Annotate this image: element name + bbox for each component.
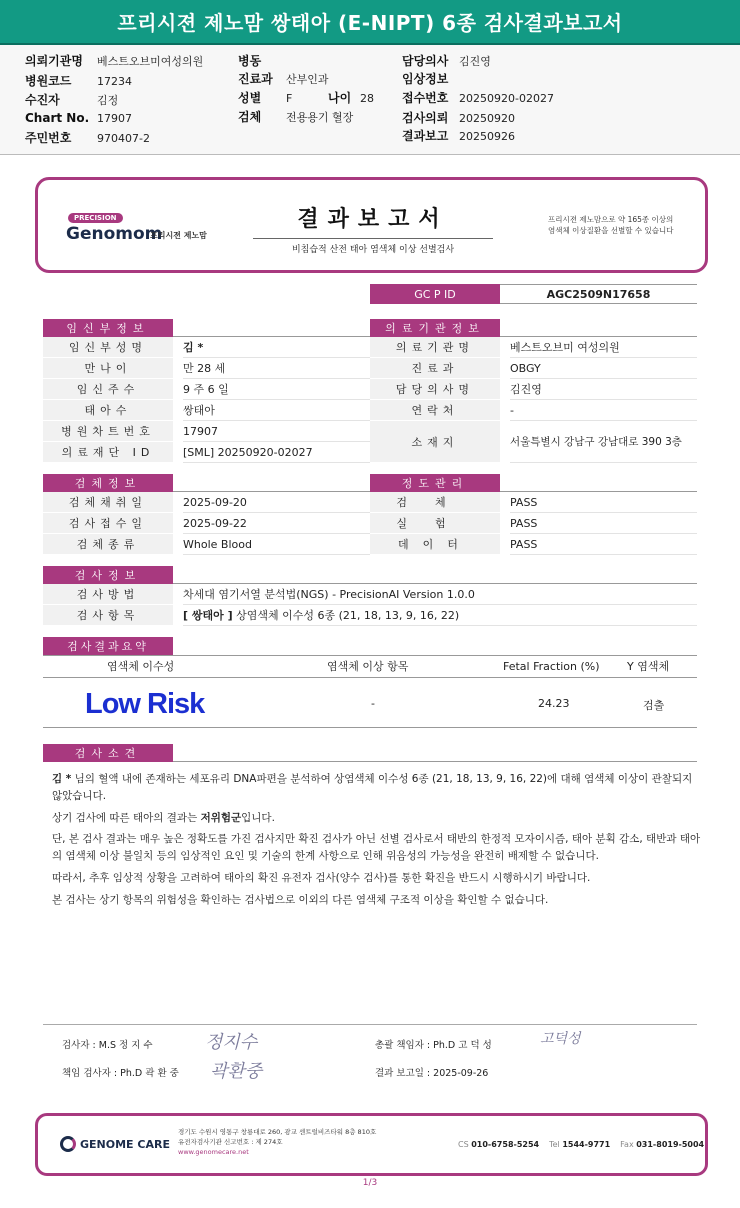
collector-field	[25, 91, 118, 108]
precision-badge: PRECISION	[68, 213, 123, 223]
id-field	[25, 129, 150, 146]
pregnant-info-header: 임신부정보	[43, 319, 173, 337]
director-label: 총괄 책임자 : Ph.D 고 덕 성	[375, 1040, 492, 1051]
row-value: 9 주 6 일	[183, 379, 370, 400]
responsible-tester-label: 책임 검사자 : Ph.D 곽 환 중	[62, 1068, 179, 1079]
report-banner	[35, 177, 708, 273]
row-value: Whole Blood	[183, 534, 370, 555]
row-label: 임신주수	[43, 379, 173, 400]
report-date-label: 결과 보고일 : 2025-09-26	[375, 1068, 489, 1079]
row-label: 임신부성명	[43, 337, 173, 358]
chart-label: Chart No.	[25, 111, 90, 125]
row-value: PASS	[510, 492, 697, 513]
cs-number: 010-6758-5254	[471, 1140, 540, 1149]
summary-col-aneuploidy: 염색체 이수성	[107, 660, 175, 673]
section-divider	[173, 761, 697, 762]
sex-label: 성별	[238, 91, 262, 105]
specimen-info-header: 검체정보	[43, 474, 173, 492]
dept-value: 산부인과	[286, 73, 329, 86]
section-divider	[43, 727, 697, 728]
row-label: 만나이	[43, 358, 173, 379]
genomom-logo: Genomom	[66, 224, 163, 244]
findings-p2-post: 입니다.	[241, 811, 275, 824]
institution-info-header: 의료기관정보	[370, 319, 500, 337]
hospital-label: 의뢰기관명	[25, 54, 83, 68]
row-value: 김 *	[183, 337, 370, 358]
code-label: 병원코드	[25, 74, 72, 88]
row-value: PASS	[510, 513, 697, 534]
banner-description	[548, 214, 698, 237]
tester-label: 검사자 : M.S 정 지 수	[62, 1040, 153, 1051]
id-value: 970407-2	[97, 132, 150, 145]
collector-label: 수진자	[25, 93, 60, 107]
row-value: 서울특별시 강남구 강남대로 390 3층	[510, 421, 697, 463]
doctor-value: 김진영	[459, 55, 491, 68]
cs-contact	[458, 1140, 539, 1149]
row-label: 태아수	[43, 400, 173, 421]
gcp-id-value: AGC2509N17658	[500, 284, 697, 304]
receipt-value: 20250920-02027	[459, 92, 554, 105]
dept-label: 진료과	[238, 72, 273, 86]
findings-para: 본 검사는 상기 항목의 위험성을 확인하는 검사법으로 이외의 다른 염색체 구조적 이상을 확인할 수 없습니다.	[52, 893, 549, 906]
summary-col-y-chromosome: Y 염색체	[627, 660, 670, 673]
receipt-field	[402, 89, 554, 106]
row-label: 검사접수일	[43, 513, 173, 534]
findings-header: 검사소견	[43, 744, 173, 762]
findings-para	[52, 810, 702, 827]
footer-box	[35, 1113, 708, 1176]
sex-value: F	[286, 92, 293, 105]
request-field	[402, 109, 515, 126]
findings-para	[52, 771, 702, 805]
fax-contact	[620, 1140, 704, 1149]
director-signature: 고덕성	[540, 1031, 581, 1047]
ward-label: 병동	[238, 54, 262, 68]
test-info-header: 검사정보	[43, 566, 173, 584]
hospital-field	[25, 52, 203, 69]
receipt-label: 접수번호	[402, 91, 449, 105]
row-label: 진료과	[370, 358, 500, 379]
findings-para: 단, 본 검사 결과는 매우 높은 정확도를 가진 검사지만 확진 검사가 아닌 선별 검사로서 태반의 한정적 모자이시즘, 태아 분획 감소, 태반과 태아의 염색체 이상 불일치 등의 임상적인 요인 및 기술의 한계 사항으로 인해 위음성의 가능성을 완전히 배제할 수 없습니다.	[52, 833, 701, 863]
row-label: 검체	[370, 492, 500, 513]
genome-care-logo	[60, 1136, 170, 1152]
summary-col-abnormal: 염색체 이상 항목	[327, 660, 409, 673]
row-value: 베스트오브미 여성의원	[510, 337, 697, 358]
report-title: 프리시젼 제노맘 쌍태아 (E-NIPT) 6종 검사결과보고서	[0, 0, 740, 45]
chart-value: 17907	[97, 112, 132, 125]
code-field	[25, 72, 132, 89]
findings-text	[52, 771, 702, 914]
id-label: 주민번호	[25, 131, 72, 145]
signature-divider	[43, 1024, 697, 1025]
low-risk-result: Low Risk	[85, 688, 205, 720]
fax-number: 031-8019-5004	[636, 1140, 705, 1149]
findings-p2-pre: 상기 검사에 따른 태아의 결과는	[52, 811, 198, 824]
row-label: 검사방법	[43, 584, 173, 605]
request-label: 검사의뢰	[402, 111, 449, 125]
row-label: 병원차트번호	[43, 421, 173, 442]
doctor-label: 담당의사	[402, 54, 449, 68]
row-value	[183, 605, 697, 626]
chart-field	[25, 111, 132, 125]
request-value: 20250920	[459, 112, 515, 125]
doctor-field	[402, 52, 491, 69]
footer-contacts	[458, 1140, 704, 1149]
row-label: 검사항목	[43, 605, 173, 626]
ward-field	[238, 52, 286, 69]
row-value: OBGY	[510, 358, 697, 379]
specimen-label: 검체	[238, 110, 262, 124]
test-item-desc: 상염색체 이수성 6종 (21, 18, 13, 9, 16, 22)	[236, 609, 460, 622]
footer-address	[178, 1128, 376, 1157]
banner-subtitle: 비침습적 산전 태아 염색체 이상 선별검사	[253, 238, 493, 255]
row-value: 만 28 세	[183, 358, 370, 379]
qc-header: 정도관리	[370, 474, 500, 492]
tester-signature: 정지수	[205, 1032, 258, 1053]
patient-name: 김 *	[52, 773, 72, 785]
dept-field	[238, 70, 329, 87]
test-item-type: [ 쌍태아 ]	[183, 609, 233, 622]
clinical-field	[402, 70, 459, 87]
banner-title: 결과보고서	[297, 207, 449, 232]
genome-care-brand: GENOME CARE	[80, 1137, 170, 1151]
y-chromosome-value: 검출	[643, 699, 665, 712]
age-label: 나이	[328, 91, 352, 105]
row-label: 데이터	[370, 534, 500, 555]
row-label: 검체종류	[43, 534, 173, 555]
clinical-label: 임상정보	[402, 72, 449, 86]
tel-contact	[549, 1140, 610, 1149]
report-page	[0, 155, 740, 1208]
report-field	[402, 127, 515, 144]
collector-value: 김정	[97, 94, 119, 107]
patient-info-panel	[0, 45, 740, 155]
row-value: 쌍태아	[183, 400, 370, 421]
tel-number: 1544-9771	[562, 1140, 611, 1149]
row-value: PASS	[510, 534, 697, 555]
hospital-value: 베스트오브미여성의원	[97, 55, 204, 68]
footer-addr-1: 경기도 수원시 영통구 창룡대로 260, 광교 센트럴비즈타워 8층 810호	[178, 1128, 377, 1136]
genome-care-icon	[60, 1136, 76, 1152]
age-value: 28	[360, 92, 374, 105]
tel-label: Tel	[549, 1140, 560, 1149]
row-value: [SML] 20250920-02027	[183, 442, 370, 463]
result-summary-header: 검사결과요약	[43, 637, 173, 655]
row-label: 실험	[370, 513, 500, 534]
footer-website[interactable]: www.genomecare.net	[178, 1147, 249, 1156]
banner-desc-line-2: 염색체 이상질환을 선별할 수 있습니다	[548, 226, 674, 236]
fetal-fraction-value: 24.23	[538, 697, 570, 710]
genomom-sub-label: 프리시젼 제노맘	[150, 231, 207, 240]
row-value: 김진영	[510, 379, 697, 400]
row-value: 차세대 염기서열 분석법(NGS) - PrecisionAI Version 1.0.0	[183, 584, 697, 605]
row-value: 2025-09-22	[183, 513, 370, 534]
banner-desc-line-1: 프리시젼 제노맘으로 약 165종 이상의	[548, 215, 674, 224]
fax-label: Fax	[620, 1140, 634, 1149]
row-label: 검체채취일	[43, 492, 173, 513]
cs-label: CS	[458, 1140, 469, 1149]
row-label: 연락처	[370, 400, 500, 421]
row-label: 담당의사명	[370, 379, 500, 400]
findings-p1: 님의 혈액 내에 존재하는 세포유리 DNA파편을 분석하여 상염색체 이수성 6종 (21, 18, 13, 9, 16, 22)에 대해 염색체 이상이 관찰되지 않았습니다.	[52, 773, 693, 802]
row-value: 17907	[183, 421, 370, 442]
code-value: 17234	[97, 75, 132, 88]
page-number: 1/3	[362, 1178, 378, 1188]
abnormal-items-value: -	[371, 697, 375, 710]
row-value: -	[510, 400, 697, 421]
report-label: 결과보고	[402, 129, 449, 143]
sex-field	[238, 89, 374, 106]
gcp-id-label: GC P ID	[370, 284, 500, 304]
row-value: 2025-09-20	[183, 492, 370, 513]
section-divider	[43, 677, 697, 678]
findings-para: 따라서, 추후 임상적 상황을 고려하여 태아의 확진 유전자 검사(양수 검사)를 통한 확진을 반드시 시행하시기 바랍니다.	[52, 871, 591, 884]
footer-addr-2: 유전자검사기관 신고번호 : 제 274호	[178, 1137, 283, 1146]
responsible-signature: 곽환중	[210, 1061, 263, 1082]
specimen-value: 전용용기 혈장	[286, 111, 354, 124]
report-value: 20250926	[459, 130, 515, 143]
low-risk-group: 저위험군	[200, 811, 242, 824]
row-label: 소재지	[370, 421, 500, 463]
specimen-field	[238, 108, 353, 125]
summary-col-fetal-fraction: Fetal Fraction (%)	[503, 659, 600, 673]
row-label: 의료재단 ID	[43, 442, 173, 463]
row-label: 의료기관명	[370, 337, 500, 358]
